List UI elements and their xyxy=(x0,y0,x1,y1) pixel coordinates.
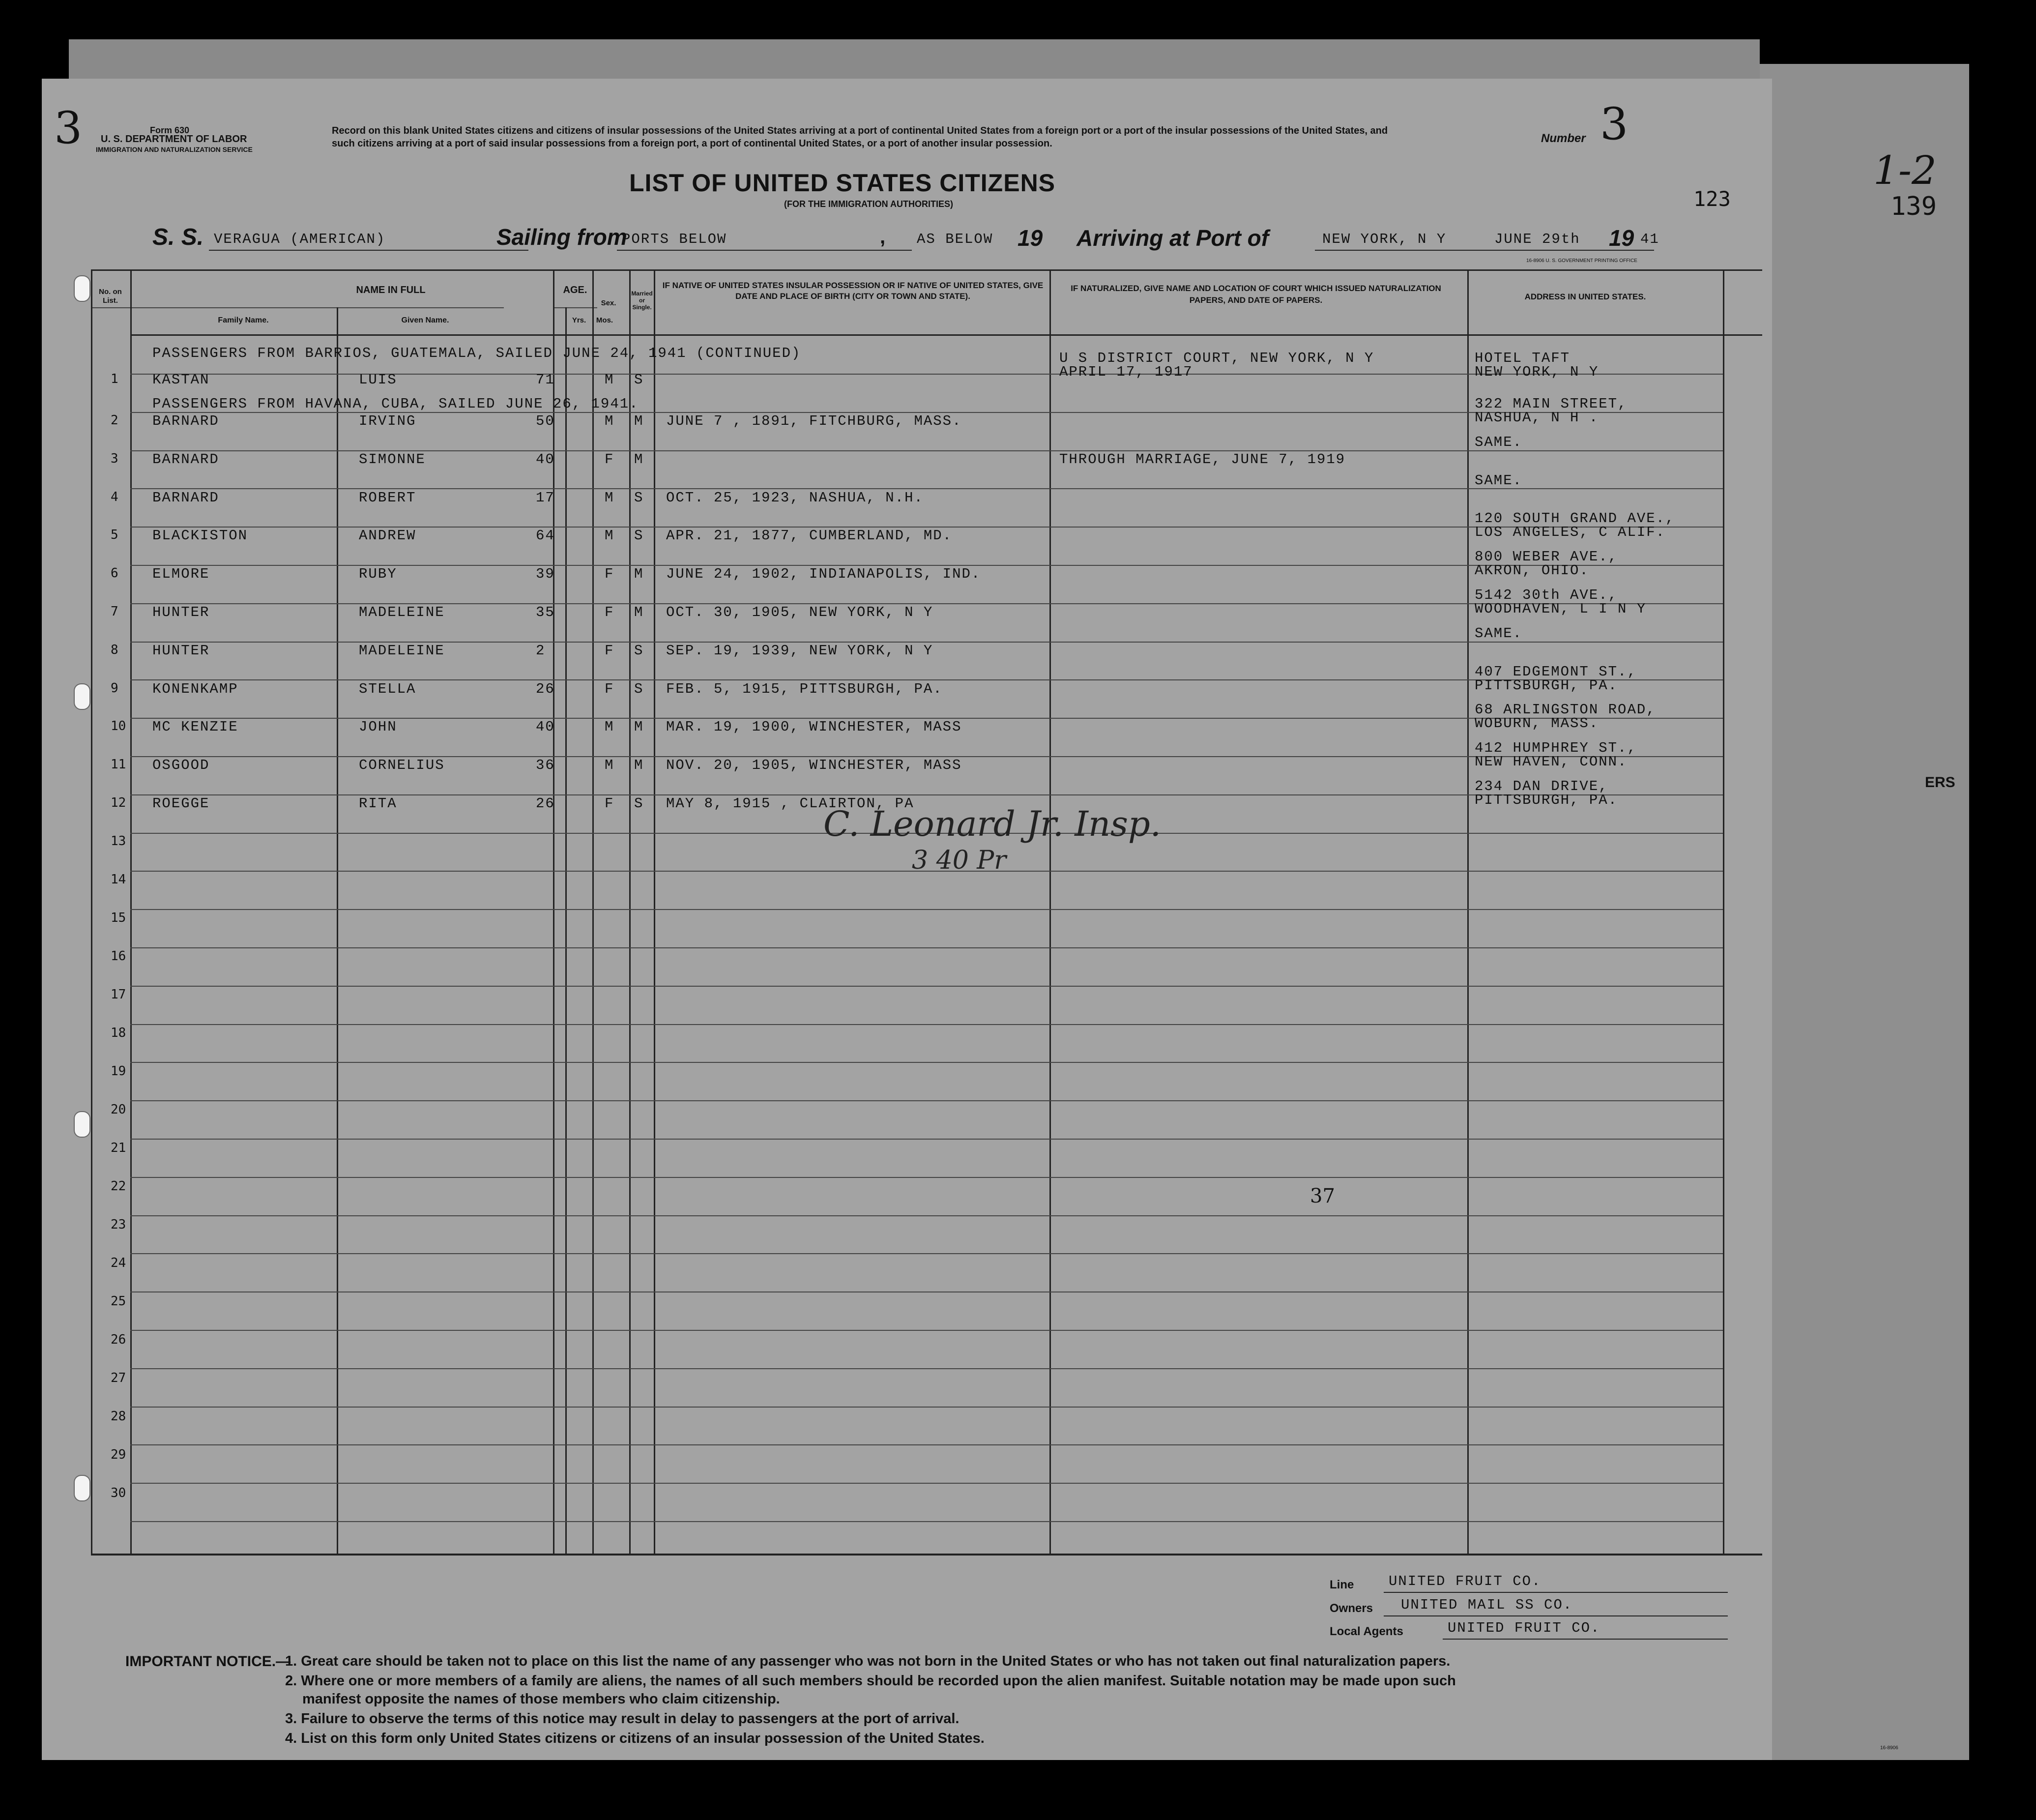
sex: F xyxy=(605,604,614,620)
age-years: 50 xyxy=(536,413,555,429)
punch-hole xyxy=(74,275,90,302)
given-name: MADELEINE xyxy=(359,642,445,659)
row-number: 17 xyxy=(111,987,126,1002)
marital-status: S xyxy=(634,489,644,506)
marital-status: S xyxy=(634,642,644,659)
col-family-name: Family Name. xyxy=(218,316,269,324)
instructions: Record on this blank United States citizens and citizens of insular possessions of the United States arriving at a port of continental United States from a foreign port or a port of the insular possessions of the United States, and such citizens arriving at a port of said insular possessions from a foreign port, a port of continental United States, or a port of another insular possession. xyxy=(332,125,1388,149)
row-rule xyxy=(130,909,1723,910)
marital-status: M xyxy=(634,604,644,620)
marital-status: S xyxy=(634,680,644,697)
service: IMMIGRATION AND NATURALIZATION SERVICE xyxy=(96,146,253,153)
row-number: 26 xyxy=(111,1332,126,1347)
column-rule xyxy=(629,269,631,1554)
number-value: 3 xyxy=(1600,98,1629,150)
printer-mark: 16-8906 U. S. GOVERNMENT PRINTING OFFICE xyxy=(1526,258,1637,264)
family-name: HUNTER xyxy=(152,604,210,620)
column-rule xyxy=(130,269,132,1554)
birth-date-place: MAR. 19, 1900, WINCHESTER, MASS xyxy=(666,719,962,735)
section-header-havana: PASSENGERS FROM HAVANA, CUBA, SAILED JUNE 26, 1941. xyxy=(152,396,639,412)
row-number: 28 xyxy=(111,1409,126,1424)
given-name: ANDREW xyxy=(359,528,416,544)
owners-value: UNITED MAIL SS CO. xyxy=(1401,1597,1573,1613)
row-rule xyxy=(130,1407,1723,1408)
row-rule xyxy=(130,1368,1723,1369)
given-name: RITA xyxy=(359,795,397,812)
row-rule xyxy=(130,1139,1723,1140)
folio-mark: 3 xyxy=(54,102,83,154)
sex: F xyxy=(605,795,614,812)
punch-hole xyxy=(74,1475,90,1501)
row-rule xyxy=(130,1483,1723,1484)
col-birth: IF NATIVE OF UNITED STATES INSULAR POSSESSION OR IF NATIVE OF UNITED STATES, GIVE DATE AND PLACE OF BIRTH (CITY OR TOWN AND STATE). xyxy=(662,281,1044,301)
given-name: MADELEINE xyxy=(359,604,445,620)
address-line-2: AKRON, OHIO. xyxy=(1475,562,1589,579)
row-number: 24 xyxy=(111,1255,126,1270)
arrival-rule xyxy=(1315,250,1654,251)
marital-status: S xyxy=(634,528,644,544)
row-number: 13 xyxy=(111,833,126,849)
family-name: OSGOOD xyxy=(152,757,210,774)
row-number: 10 xyxy=(111,719,126,734)
column-rule xyxy=(1723,269,1724,1554)
address-line-1: SAME. xyxy=(1475,434,1523,450)
notice-2-cont: manifest opposite the names of those members who claim citizenship. xyxy=(302,1691,780,1707)
naturalization-date: APRIL 17, 1917 xyxy=(1059,364,1193,380)
row-rule xyxy=(130,1100,1723,1101)
row-number: 20 xyxy=(111,1102,126,1117)
punch-hole xyxy=(74,1111,90,1138)
col-yrs: Yrs. xyxy=(572,316,586,324)
row-number: 4 xyxy=(111,489,118,504)
ship-rule xyxy=(209,250,528,251)
col-address: ADDRESS IN UNITED STATES. xyxy=(1524,292,1646,301)
address-line-1: 407 EDGEMONT ST., xyxy=(1475,663,1637,680)
address-line-1: SAME. xyxy=(1475,625,1523,642)
marital-status: M xyxy=(634,451,644,468)
col-naturalized: IF NATURALIZED, GIVE NAME AND LOCATION OF COURT WHICH ISSUED NATURALIZATION PAPERS, AND DATE OF PAPERS. xyxy=(1071,284,1441,305)
manifest-sheet: 3 Form 630 U. S. DEPARTMENT OF LABOR IMMIGRATION AND NATURALIZATION SERVICE Record on this blank United States citizens and citizens of insular possessions of the United States arriving at a port of continental United States from a foreign port or a port of the insular possessions of the United States, and such citizens arriving at a port of said insular possessions from a foreign port, a port of continental United States, or a port of another insular possession. Number 3 LIST OF UNITED STATES CITIZENS (FOR THE IMMIGRATION AUTHORITIES) 123 16-8906 U. S. GOVERNMENT PRINTING OFFICE S. S. VERAGUA (AMERICAN) Sailing from PORTS BELOW , AS BELOW 19 Arriving at Port of NEW YORK, N Y JUNE 29th 19 41 No. on List. NAME IN FULL Family Name. Given Name. AGE. Yrs. Mos. Sex. Married or Single. IF NATIVE OF UNITED STATES INSULAR POSSESSION OR IF NATIVE OF UNITED STATES, GIVE DATE AND PLACE OF BIRTH (CITY OR TOWN AND STATE). IF NATURALIZED, GIVE NAME AND LOCATION OF COURT WHICH ISSUED NATURALIZATION PAPERS, AND DATE OF PAPERS. ADDRESS IN UNITED STATES. PASSENGERS FROM BARRIOS, GUATEMALA, SAILED JUNE 24, 1941 (CONTINUED) PASSENGERS FROM HAVANA, CUBA, SAILED JUNE 26, 1941. 1 KASTAN LUIS 71 M S U S DISTRICT COURT, NEW YORK, N Y APRIL 17, 1917 HOTEL TAFT NEW YORK, N Y 2 BARNARD IRVING 50 M M JUNE 7 , 1891, FITCHBURG, MASS. 322 MAIN STREET, NASHUA, N H . 3 BARNARD SIMONNE 40 F M THROUGH MARRIAGE, JUNE 7, 1919 SAME. 4 BARNARD ROBERT 17 M S OCT. 25, 1923, NASHUA, N.H. SAME. 5 BLACKISTON ANDREW 64 M S APR. 21, 1877, CUMBERLAND, MD. 120 SOUTH GRAND AVE., LOS ANGELES, C ALIF. 6 ELMORE RUBY 39 F M JUNE 24, 1902, INDIANAPOLIS, IND. 800 WEBER AVE., AKRON, OHIO. 7 HUNTER MADELEINE 35 F M OCT. 30, 1905, NEW YORK, N Y 5142 30th AVE., WOODHAVEN, L I N Y 8 HUNTER MADELEINE 2 F S SEP. 19, 1939, NEW YORK, N Y SAME. 9 KONENKAMP STELLA 26 F S FEB. 5, 1915, PITTSBURGH, PA. 407 EDGEMONT ST., PITTSBURGH, PA. 10 MC KENZIE JOHN 40 M M MAR. 19, 1900, WINCHESTER, MASS 68 ARLINGSTON ROAD, WOBURN, MASS. 11 OSGOOD CORNELIUS 36 M M NOV. 20, 1905, WINCHESTER, MASS 412 HUMPHREY ST., NEW HAVEN, CONN. 12 ROEGGE RITA 26 F S MAY 8, 1915 , CLAIRTON, PA 234 DAN DRIVE, PITTSBURGH, PA. 13 14 15 16 17 18 19 20 21 22 23 24 25 26 27 28 29 30 C. Leonard Jr. Insp. 3 40 Pr 37 Line UNITED FRUIT CO. Owners UNITED MAIL SS CO. Local Agents UNITED FRUIT CO. IMPORTANT NOTICE.— 1. Great care should be taken not to place on this list the name of any passenger who was not born in the United States or who has not taken out final naturalization papers. 2. Where one or more members of a family are aliens, the names of all such members should be recorded upon the alien manifest. Suitable notation may be made upon such manifest opposite the names of those members who claim citizenship. 3. Failure to observe the terms of this notice may result in delay to passengers at the port of arrival. 4. List on this form only United States citizens or citizens of an insular possession of the United States. 16-8906 xyxy=(42,79,1772,1760)
notice-2: 2. Where one or more members of a family are aliens, the names of all such members should be recorded upon the alien manifest. Suitable notation may be made upon such xyxy=(285,1673,1456,1689)
row-number: 3 xyxy=(111,451,118,466)
row-number: 15 xyxy=(111,910,126,925)
sailing-from: PORTS BELOW xyxy=(622,231,727,247)
age-years: 64 xyxy=(536,528,555,544)
age-years: 40 xyxy=(536,719,555,735)
given-name: ROBERT xyxy=(359,489,416,506)
back-page xyxy=(1750,64,1969,1760)
sex: F xyxy=(605,566,614,583)
sex: M xyxy=(605,489,614,506)
row-rule xyxy=(130,1177,1723,1178)
row-rule xyxy=(130,1024,1723,1025)
col-mos: Mos. xyxy=(596,316,613,324)
age-years: 35 xyxy=(536,604,555,620)
row-rule xyxy=(130,1330,1723,1331)
col-married: Married or Single. xyxy=(631,290,653,311)
ss-label: S. S. xyxy=(152,224,204,250)
sex: M xyxy=(605,719,614,735)
given-name: SIMONNE xyxy=(359,451,426,468)
family-name: ELMORE xyxy=(152,566,210,583)
marital-status: S xyxy=(634,795,644,812)
family-name: BARNARD xyxy=(152,489,219,506)
corner-mark: 1-2 xyxy=(1873,147,1937,193)
address-line-1: 120 SOUTH GRAND AVE., xyxy=(1475,510,1675,527)
address-line-1: 322 MAIN STREET, xyxy=(1475,396,1628,412)
notice-title: IMPORTANT NOTICE.— xyxy=(125,1653,291,1670)
row-rule xyxy=(130,1521,1723,1522)
arrival-year: 41 xyxy=(1640,231,1659,247)
marital-status: M xyxy=(634,413,644,429)
sailing-date: AS BELOW xyxy=(917,231,993,247)
address-line-1: 234 DAN DRIVE, xyxy=(1475,778,1608,794)
row-number: 14 xyxy=(111,872,126,887)
sex: M xyxy=(605,757,614,774)
family-name: BARNARD xyxy=(152,451,219,468)
address-line-2: WOODHAVEN, L I N Y xyxy=(1475,601,1647,617)
naturalization-court: U S DISTRICT COURT, NEW YORK, N Y xyxy=(1059,350,1374,366)
row-number: 25 xyxy=(111,1293,126,1309)
column-rule xyxy=(1049,269,1051,1554)
row-rule xyxy=(130,947,1723,948)
age-header-rule xyxy=(553,307,597,308)
age-years: 26 xyxy=(536,680,555,697)
address-line-2: NEW YORK, N Y xyxy=(1475,364,1599,380)
address-line-2: PITTSBURGH, PA. xyxy=(1475,677,1618,694)
birth-date-place: FEB. 5, 1915, PITTSBURGH, PA. xyxy=(666,680,943,697)
page-title: LIST OF UNITED STATES CITIZENS xyxy=(629,169,1056,197)
row-number: 29 xyxy=(111,1447,126,1462)
birth-date-place: JUNE 7 , 1891, FITCHBURG, MASS. xyxy=(666,413,962,429)
back-page-fragment: ERS xyxy=(1925,774,1955,791)
line-label: Line xyxy=(1330,1578,1354,1591)
address-line-1: 412 HUMPHREY ST., xyxy=(1475,740,1637,757)
row-rule xyxy=(130,1215,1723,1216)
col-age: AGE. xyxy=(563,285,587,295)
sex: M xyxy=(605,413,614,429)
inspector-note: 3 40 Pr xyxy=(912,846,1007,875)
marital-status: M xyxy=(634,757,644,774)
col-no: No. on List. xyxy=(99,288,122,305)
birth-date-place: OCT. 25, 1923, NASHUA, N.H. xyxy=(666,489,924,506)
row-number: 6 xyxy=(111,566,118,581)
sex: F xyxy=(605,451,614,468)
table-bottom-rule xyxy=(91,1554,1762,1556)
year-prefix-2: 19 xyxy=(1609,225,1634,251)
age-years: 17 xyxy=(536,489,555,506)
sailing-label: Sailing from xyxy=(496,224,627,250)
row-number: 23 xyxy=(111,1217,126,1232)
table-top-rule xyxy=(91,269,1762,271)
arrival-port: NEW YORK, N Y xyxy=(1322,231,1447,247)
given-name: IRVING xyxy=(359,413,416,429)
arrival-date: JUNE 29th xyxy=(1494,231,1580,247)
form-number: Form 630 xyxy=(150,125,190,135)
naturalization-court: THROUGH MARRIAGE, JUNE 7, 1919 xyxy=(1059,451,1346,468)
row-number: 12 xyxy=(111,795,126,810)
year-prefix-1: 19 xyxy=(1018,225,1043,251)
row-number: 18 xyxy=(111,1025,126,1040)
row-number: 11 xyxy=(111,757,126,772)
row-rule xyxy=(130,1253,1723,1254)
row-number: 9 xyxy=(111,680,118,696)
address-line-1: SAME. xyxy=(1475,472,1523,489)
notice-4: 4. List on this form only United States citizens or citizens of an insular possession of the United States. xyxy=(285,1731,985,1746)
marital-status: M xyxy=(634,719,644,735)
sex: M xyxy=(605,372,614,388)
row-number: 22 xyxy=(111,1178,126,1194)
page-subtitle: (FOR THE IMMIGRATION AUTHORITIES) xyxy=(784,199,953,209)
family-name: BARNARD xyxy=(152,413,219,429)
notice-3: 3. Failure to observe the terms of this notice may result in delay to passengers at the port of arrival. xyxy=(285,1711,960,1727)
birth-date-place: SEP. 19, 1939, NEW YORK, N Y xyxy=(666,642,933,659)
col-given-name: Given Name. xyxy=(401,316,449,324)
number-label: Number xyxy=(1541,132,1586,145)
birth-date-place: NOV. 20, 1905, WINCHESTER, MASS xyxy=(666,757,962,774)
age-years: 71 xyxy=(536,372,555,388)
sheet-number: 123 xyxy=(1693,187,1731,211)
given-name: JOHN xyxy=(359,719,397,735)
line-value: UNITED FRUIT CO. xyxy=(1389,1573,1542,1589)
stamp-number: 37 xyxy=(1310,1185,1335,1207)
punch-hole xyxy=(74,683,90,710)
column-rule xyxy=(1467,269,1469,1554)
age-years: 40 xyxy=(536,451,555,468)
section-header-barrios: PASSENGERS FROM BARRIOS, GUATEMALA, SAILED JUNE 24, 1941 (CONTINUED) xyxy=(152,345,801,361)
back-page-number: 139 xyxy=(1891,192,1937,221)
column-rule xyxy=(654,269,655,1554)
address-line-1: 68 ARLINGSTON ROAD, xyxy=(1475,702,1656,718)
age-years: 39 xyxy=(536,566,555,583)
bottom-code: 16-8906 xyxy=(1880,1745,1898,1751)
inspector-signature: C. Leonard Jr. Insp. xyxy=(823,804,1162,844)
column-rule xyxy=(592,269,594,1554)
name-header-rule xyxy=(91,307,504,308)
ship-name: VERAGUA (AMERICAN) xyxy=(214,231,386,247)
sex: M xyxy=(605,528,614,544)
address-line-2: LOS ANGELES, C ALIF. xyxy=(1475,524,1666,541)
sex: F xyxy=(605,680,614,697)
sailing-rule xyxy=(617,250,912,251)
row-rule xyxy=(130,1062,1723,1063)
owners-label: Owners xyxy=(1330,1602,1373,1615)
family-name: HUNTER xyxy=(152,642,210,659)
col-name-in-full: NAME IN FULL xyxy=(356,285,426,295)
family-name: KONENKAMP xyxy=(152,680,238,697)
family-name: ROEGGE xyxy=(152,795,210,812)
row-rule xyxy=(130,986,1723,987)
given-name: CORNELIUS xyxy=(359,757,445,774)
row-number: 19 xyxy=(111,1063,126,1079)
agents-value: UNITED FRUIT CO. xyxy=(1448,1620,1600,1636)
sex: F xyxy=(605,642,614,659)
marital-status: S xyxy=(634,372,644,388)
col-sex: Sex. xyxy=(601,299,616,307)
column-rule xyxy=(337,307,338,1554)
age-years: 36 xyxy=(536,757,555,774)
birth-date-place: MAY 8, 1915 , CLAIRTON, PA xyxy=(666,795,914,812)
address-line-2: WOBURN, MASS. xyxy=(1475,715,1599,732)
row-number: 27 xyxy=(111,1370,126,1385)
department: U. S. DEPARTMENT OF LABOR xyxy=(101,134,247,145)
address-line-2: NASHUA, N H . xyxy=(1475,410,1599,426)
age-years: 2 xyxy=(536,642,546,659)
row-number: 2 xyxy=(111,413,118,428)
given-name: RUBY xyxy=(359,566,397,583)
agents-label: Local Agents xyxy=(1330,1625,1403,1638)
address-line-1: 5142 30th AVE., xyxy=(1475,587,1618,603)
marital-status: M xyxy=(634,566,644,583)
table-header-bottom-rule xyxy=(130,334,1762,336)
row-number: 1 xyxy=(111,372,118,386)
family-name: BLACKISTON xyxy=(152,528,248,544)
row-number: 16 xyxy=(111,948,126,964)
family-name: KASTAN xyxy=(152,372,210,388)
address-line-2: PITTSBURGH, PA. xyxy=(1475,792,1618,808)
row-number: 5 xyxy=(111,528,118,543)
column-rule xyxy=(91,269,92,1554)
row-rule xyxy=(130,1444,1723,1445)
row-number: 7 xyxy=(111,604,118,619)
row-number: 8 xyxy=(111,642,118,657)
birth-date-place: APR. 21, 1877, CUMBERLAND, MD. xyxy=(666,528,953,544)
address-line-1: 800 WEBER AVE., xyxy=(1475,549,1618,565)
given-name: STELLA xyxy=(359,680,416,697)
notice-1: 1. Great care should be taken not to place on this list the name of any passenger who was not born in the United States or who has not taken out final naturalization papers. xyxy=(285,1653,1451,1669)
arriving-label: Arriving at Port of xyxy=(1076,225,1269,251)
row-number: 21 xyxy=(111,1140,126,1155)
age-years: 26 xyxy=(536,795,555,812)
family-name: MC KENZIE xyxy=(152,719,238,735)
address-line-1: HOTEL TAFT xyxy=(1475,350,1571,366)
column-rule xyxy=(565,307,567,1554)
birth-date-place: OCT. 30, 1905, NEW YORK, N Y xyxy=(666,604,933,620)
row-number: 30 xyxy=(111,1485,126,1500)
given-name: LUIS xyxy=(359,372,397,388)
address-line-2: NEW HAVEN, CONN. xyxy=(1475,754,1628,770)
birth-date-place: JUNE 24, 1902, INDIANAPOLIS, IND. xyxy=(666,566,981,583)
